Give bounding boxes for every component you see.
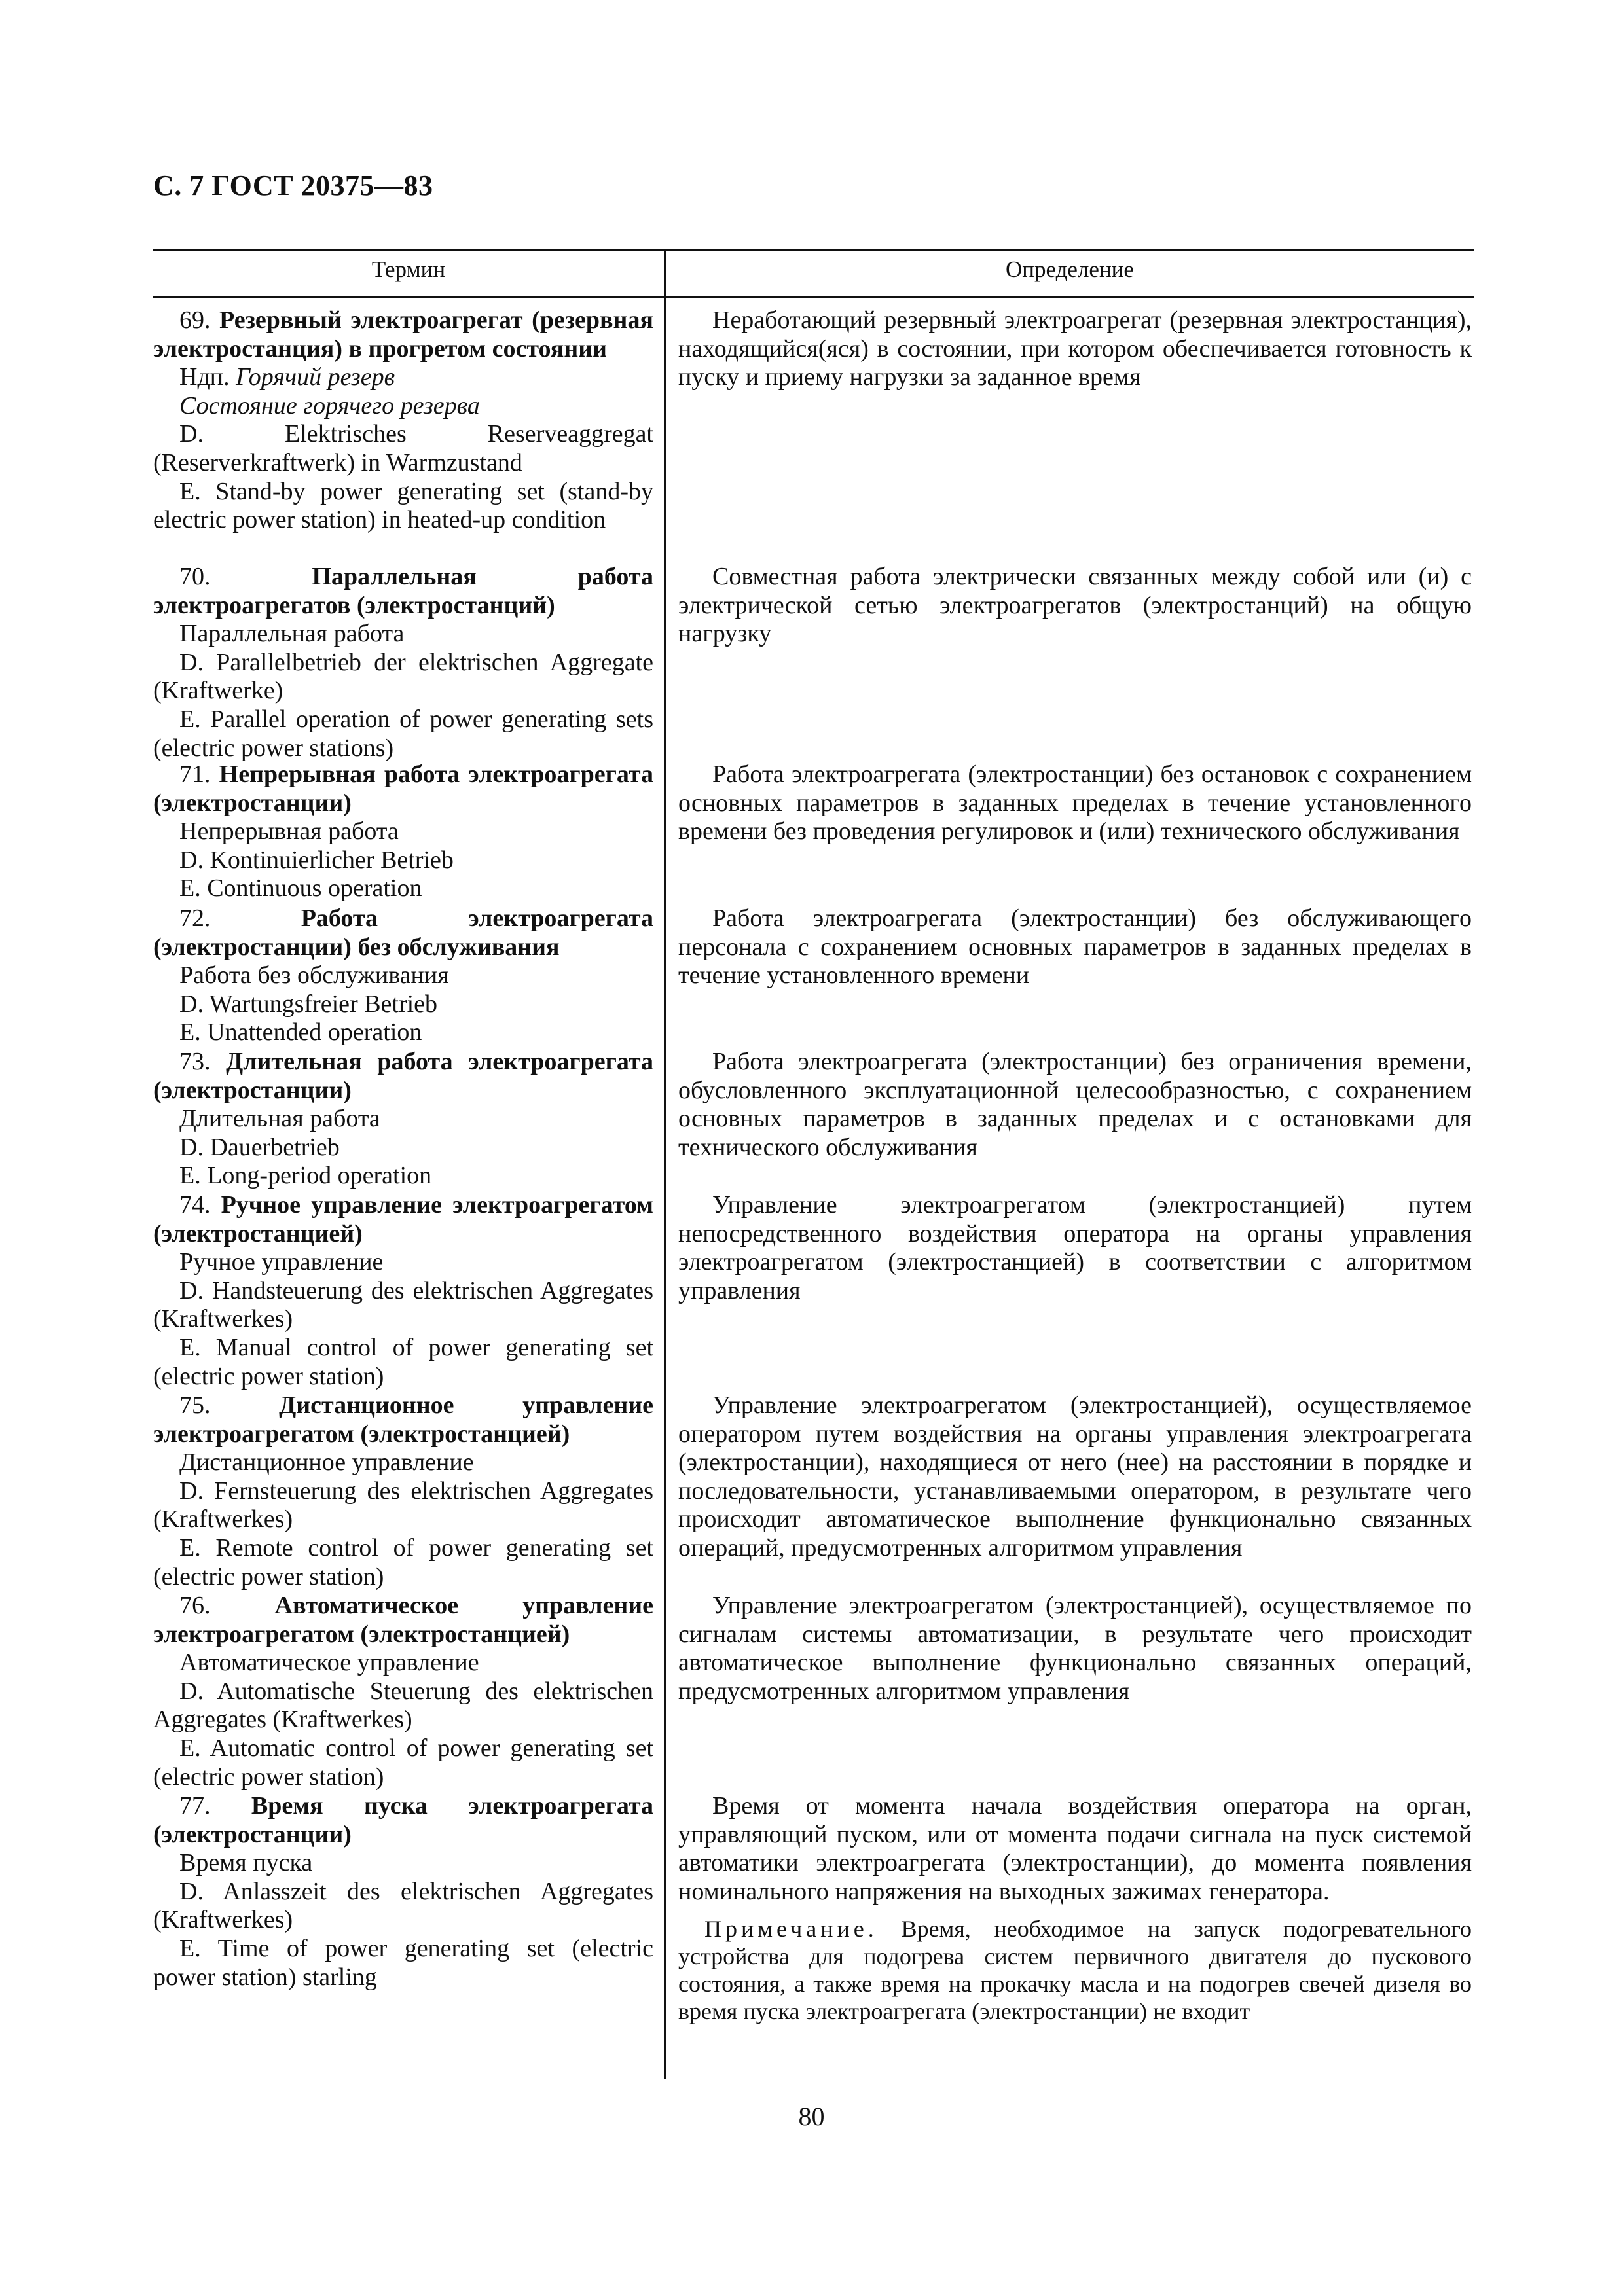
term-number: 69.	[179, 306, 211, 334]
term-title: Работа электроагрегата (электростанции) без обслуживания	[153, 905, 654, 961]
term-title: Длительная работа электроагрегата (электростанции)	[153, 1048, 653, 1104]
term-short: Время пуска	[179, 1849, 313, 1877]
table-top-rule	[153, 249, 1474, 251]
definition-cell	[664, 905, 1472, 1048]
term-english: E. Manual control of power generating set (electric power station)	[153, 1333, 653, 1390]
term-title: Резервный электроагрегат (резервная электростанция) в прогретом состоянии	[153, 306, 653, 363]
page-header: С. 7 ГОСТ 20375—83	[153, 170, 433, 202]
table-row	[153, 1792, 1474, 2025]
term-short: Ручное управление	[179, 1248, 384, 1276]
term-short: Длительная работа	[179, 1105, 380, 1133]
table-header-rule	[153, 296, 1474, 298]
definition-text: Работа электроагрегата (электростанции) без остановок с сохранением основных параметров в заданных пределах в течение установленного времени без проведения регулировок и (или) технического обслуживания	[678, 761, 1472, 846]
term-title: Автоматическое управление электроагрегатом (электростанцией)	[153, 1592, 653, 1648]
term-number: 76.	[179, 1592, 211, 1619]
term-english: E. Continuous operation	[179, 874, 422, 903]
table-row	[153, 761, 1474, 905]
term-german: D. Dauerbetrieb	[179, 1133, 340, 1161]
term-english: E. Long-period operation	[179, 1162, 432, 1190]
definition-cell	[664, 1048, 1472, 1191]
term-cell	[153, 306, 664, 563]
term-title: Непрерывная работа электроагрегата (электростанции)	[153, 761, 654, 817]
definition-text: Время от момента начала воздействия оператора на орган, управляющий пуском, или от момента подачи сигнала на пуск системой автоматики электроагрегата (электростанции), до момента появления номинального напряжения на выходных зажимах генератора.	[678, 1792, 1472, 1905]
term-german: D. Anlasszeit des elektrischen Aggregates (Kraftwerkes)	[153, 1877, 653, 1934]
term-english: E. Automatic control of power generating set (electric power station)	[153, 1734, 653, 1791]
definition-cell	[664, 563, 1472, 761]
term-number: 77.	[179, 1792, 211, 1820]
term-english: E. Parallel operation of power generating sets (electric power stations)	[153, 705, 653, 762]
term-short: Параллельная работа	[179, 620, 405, 648]
term-short: Дистанционное управление	[179, 1448, 474, 1477]
definition-text: Работа электроагрегата (электростанции) без обслуживающего персонала с сохранением основных параметров в заданных пределах в течение установленного времени	[678, 905, 1472, 990]
term-number: 71.	[179, 761, 211, 788]
term-deprecated: Горячий резерв	[236, 363, 395, 391]
table-row	[153, 306, 1474, 563]
term-number: 72.	[179, 905, 211, 932]
term-german: D. Elektrisches Reserveaggregat (Reserverkraftwerk) in Warmzustand	[153, 420, 653, 476]
table-row	[153, 563, 1474, 761]
term-short: Автоматическое управление	[179, 1649, 479, 1677]
table-row	[153, 1191, 1474, 1391]
term-short: Работа без обслуживания	[179, 961, 449, 990]
page-number: 80	[798, 2102, 825, 2131]
term-english: E. Time of power generating set (electric power station) starling	[153, 1934, 653, 1991]
table-row	[153, 1048, 1474, 1191]
table-row	[153, 1592, 1474, 1792]
column-header-definition: Определение	[1006, 257, 1134, 282]
term-title: Ручное управление электроагрегатом (электростанцией)	[153, 1191, 653, 1247]
term-cell	[153, 905, 664, 1048]
definition-text: Совместная работа электрически связанных между собой или (и) с электрической сетью электроагрегатов (электростанций) на общую нагрузку	[678, 563, 1472, 648]
term-number: 75.	[179, 1391, 211, 1419]
term-title: Время пуска электроагрегата (электростанции)	[153, 1792, 654, 1848]
definition-note	[678, 1915, 1472, 2025]
definition-cell	[664, 1592, 1472, 1792]
term-german: D. Automatische Steuerung des elektrischen Aggregates (Kraftwerkes)	[153, 1677, 653, 1734]
term-number: 70.	[179, 563, 211, 590]
term-deprecated-label: Ндп.	[179, 363, 236, 391]
definition-cell	[664, 1391, 1472, 1592]
definition-text: Управление электроагрегатом (электростанцией), осуществляемое по сигналам системы автоматизации, в результате чего происходит автоматическое выполнение функционально связанных операций, предусмотренных алгоритмом управления	[678, 1592, 1472, 1705]
definition-cell	[664, 1191, 1472, 1391]
table-body	[153, 306, 1474, 2025]
table-row	[153, 905, 1474, 1048]
term-number: 73.	[179, 1048, 211, 1075]
term-german: D. Kontinuierlicher Betrieb	[179, 846, 454, 874]
definition-cell	[664, 306, 1472, 563]
term-english: E. Remote control of power generating set (electric power station)	[153, 1534, 653, 1590]
term-english: E. Unattended operation	[179, 1018, 422, 1047]
table-row	[153, 1391, 1474, 1592]
definition-text: Управление электроагрегатом (электростанцией) путем непосредственного воздействия оператора на органы управления электроагрегатом (электростанцией) в соответствии с алгоритмом управления	[678, 1191, 1472, 1304]
term-title: Параллельная работа электроагрегатов (электростанций)	[153, 563, 653, 619]
term-cell	[153, 1391, 664, 1592]
term-number: 74.	[179, 1191, 211, 1219]
term-cell	[153, 1592, 664, 1792]
term-cell	[153, 1048, 664, 1191]
column-header-term: Термин	[371, 257, 446, 282]
term-cell	[153, 761, 664, 905]
term-cell	[153, 563, 664, 761]
term-english: E. Stand-by power generating set (stand-by electric power station) in heated-up condition	[153, 477, 653, 534]
note-text: Время, необходимое на запуск подогревательного устройства для подогрева систем первичного двигателя до пускового состояния, а также время на прокачку масла и на подогрев свечей дизеля во время пуска электроагрегата (электростанции) не входит	[678, 1916, 1472, 2025]
term-cell	[153, 1191, 664, 1391]
term-german: D. Fernsteuerung des elektrischen Aggregates (Kraftwerkes)	[153, 1477, 653, 1534]
definition-cell	[664, 1792, 1472, 2025]
note-label: Примечание.	[704, 1916, 878, 1943]
term-german: D. Handsteuerung des elektrischen Aggregates (Kraftwerkes)	[153, 1276, 653, 1333]
definition-text: Управление электроагрегатом (электростанцией), осуществляемое оператором путем воздействия на органы управления электроагрегата (электростанции), находящиеся от него (нее) на расстоянии в порядке и последовательности, устанавливаемыми оператором, в результате чего происходит автоматическое выполнение функционально связанных операций, предусмотренных алгоритмом управления	[678, 1391, 1472, 1562]
definition-text: Неработающий резервный электроагрегат (резервная электростанция), находящийся(яся) в состоянии, при котором обеспечивается готовность к пуску и приему нагрузки за заданное время	[678, 306, 1472, 391]
definition-text: Работа электроагрегата (электростанции) без ограничения времени, обусловленного эксплуатационной целесообразностью, с сохранением основных параметров в заданных пределах и с остановками для технического обслуживания	[678, 1048, 1472, 1161]
definition-cell	[664, 761, 1472, 905]
term-german: D. Wartungsfreier Betrieb	[179, 990, 438, 1018]
term-title: Дистанционное управление электроагрегатом (электростанцией)	[153, 1391, 654, 1448]
term-short: Непрерывная работа	[179, 817, 399, 846]
term-cell	[153, 1792, 664, 2025]
term-german: D. Parallelbetrieb der elektrischen Aggregate (Kraftwerke)	[153, 648, 653, 705]
term-deprecated: Состояние горячего резерва	[179, 391, 480, 420]
